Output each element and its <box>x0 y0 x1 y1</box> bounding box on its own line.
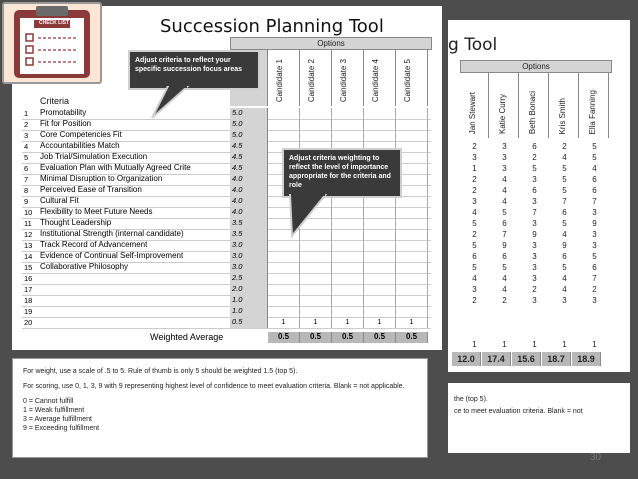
score-cell[interactable] <box>396 240 428 251</box>
back-score-cell: 3 <box>532 197 537 206</box>
criteria-weight[interactable]: 4.5 <box>230 163 268 174</box>
weighted-average-value: 0.5 <box>300 332 332 343</box>
back-candidate-header <box>520 73 549 138</box>
criteria-weight[interactable]: 3.5 <box>230 218 268 229</box>
back-score-cell: 3 <box>532 263 537 272</box>
criteria-weight[interactable]: 3.0 <box>230 262 268 273</box>
back-score-cell: 5 <box>562 164 567 173</box>
score-cell[interactable] <box>300 284 332 295</box>
score-cell[interactable]: 1 <box>364 317 396 328</box>
back-slide-title: g Tool <box>448 35 498 55</box>
criteria-weight[interactable]: 3.0 <box>230 251 268 262</box>
score-cell[interactable] <box>396 207 428 218</box>
back-score-cell: 1 <box>562 340 567 349</box>
criteria-weight[interactable]: 4.0 <box>230 207 268 218</box>
back-score-cell: 2 <box>592 285 597 294</box>
criteria-weight[interactable]: 2.5 <box>230 273 268 284</box>
row-number: 7 <box>24 175 29 184</box>
score-cell[interactable] <box>300 119 332 130</box>
back-score-cell: 5 <box>502 208 507 217</box>
back-score-cell: 3 <box>592 208 597 217</box>
callout-adjust-weighting-text: Adjust criteria weighting to reflect the level of importance appropriate for the criteria and role <box>289 155 391 189</box>
scale-item: 1 = Weak fulfillment <box>23 407 85 414</box>
score-cell[interactable] <box>332 262 364 273</box>
clipboard-icon <box>4 4 100 82</box>
candidate-header-label: Candidate 1 <box>275 58 284 102</box>
back-candidate-header <box>580 73 609 138</box>
weighted-average-value: 0.5 <box>332 332 364 343</box>
score-cell[interactable] <box>300 262 332 273</box>
back-score-cell: 6 <box>532 142 537 151</box>
back-score-cell: 6 <box>472 252 477 261</box>
criteria-weight[interactable]: 3.0 <box>230 240 268 251</box>
back-score-cell: 7 <box>592 197 597 206</box>
back-score-cell: 3 <box>562 296 567 305</box>
back-score-cell: 3 <box>532 219 537 228</box>
back-options-header: Options <box>460 60 612 73</box>
scale-item: 9 = Exceeding fulfillment <box>23 425 100 432</box>
back-total-cell: 12.0 <box>452 352 481 366</box>
score-cell[interactable] <box>332 218 364 229</box>
back-score-cell: 6 <box>502 219 507 228</box>
weighted-average-value: 0.5 <box>268 332 300 343</box>
back-total-cell: 15.6 <box>512 352 541 366</box>
scale-item: 0 = Cannot fulfill <box>23 398 74 405</box>
back-score-cell: 3 <box>532 296 537 305</box>
score-cell[interactable] <box>268 284 300 295</box>
score-cell[interactable] <box>396 295 428 306</box>
back-score-cell: 5 <box>532 164 537 173</box>
row-number: 19 <box>24 307 33 316</box>
back-total-cell: 17.4 <box>482 352 511 366</box>
criteria-label[interactable]: Evaluation Plan with Mutually Agreed Crite <box>40 163 191 172</box>
back-score-cell: 5 <box>592 142 597 151</box>
back-note-box <box>448 383 630 453</box>
scoring-instruction: For scoring, use 0, 1, 3, 9 with 9 representing highest level of confidence to meet evaluation criteria. Blank = not applicable. <box>23 383 405 390</box>
score-cell[interactable] <box>300 240 332 251</box>
score-cell[interactable] <box>364 284 396 295</box>
slide-number: 30 <box>590 452 602 463</box>
score-cell[interactable] <box>396 229 428 240</box>
row-number: 4 <box>24 142 29 151</box>
weight-instruction: For weight, use a scale of .5 to 5. Rule of thumb is only 5 should be weighted 1.5 (top 5). <box>23 368 298 375</box>
score-cell[interactable] <box>300 306 332 317</box>
back-score-cell: 5 <box>592 252 597 261</box>
back-candidate-label: Ella Fanning <box>588 89 597 134</box>
back-score-cell: 5 <box>472 241 477 250</box>
back-score-cell: 3 <box>472 197 477 206</box>
candidate-header <box>300 50 332 106</box>
score-cell[interactable] <box>396 119 428 130</box>
callout-1-pointer <box>150 86 190 120</box>
candidate-header-label: Candidate 5 <box>403 58 412 102</box>
row-number: 2 <box>24 120 29 129</box>
score-cell[interactable]: 1 <box>268 317 300 328</box>
back-candidate-header <box>490 73 519 138</box>
criteria-label[interactable]: Accountabilities Match <box>40 141 120 150</box>
back-score-cell: 2 <box>562 142 567 151</box>
score-cell[interactable] <box>364 306 396 317</box>
row-number: 6 <box>24 164 29 173</box>
back-score-cell: 3 <box>532 175 537 184</box>
criteria-label[interactable]: Collaborative Philosophy <box>40 262 129 271</box>
back-total-cell: 18.9 <box>572 352 601 366</box>
score-cell[interactable] <box>364 240 396 251</box>
row-number: 8 <box>24 186 29 195</box>
score-cell[interactable] <box>268 240 300 251</box>
back-score-cell: 6 <box>562 252 567 261</box>
criteria-weight[interactable]: 5.0 <box>230 108 268 119</box>
back-score-cell: 2 <box>472 230 477 239</box>
back-score-cell: 7 <box>562 197 567 206</box>
back-score-cell: 6 <box>532 186 537 195</box>
back-score-cell: 5 <box>592 153 597 162</box>
score-cell[interactable] <box>364 119 396 130</box>
back-candidate-label: Beth Bonaci <box>528 90 537 134</box>
back-score-cell: 1 <box>592 340 597 349</box>
score-cell[interactable] <box>300 295 332 306</box>
back-score-cell: 4 <box>562 153 567 162</box>
back-score-cell: 4 <box>472 208 477 217</box>
back-note-line-1: the (top 5). <box>454 396 488 403</box>
score-cell[interactable] <box>300 108 332 119</box>
back-score-cell: 4 <box>562 274 567 283</box>
back-score-cell: 1 <box>532 340 537 349</box>
back-score-cell: 1 <box>502 340 507 349</box>
back-score-cell: 7 <box>592 274 597 283</box>
score-cell[interactable] <box>300 273 332 284</box>
back-score-cell: 4 <box>502 285 507 294</box>
row-number: 12 <box>24 230 33 239</box>
back-score-cell: 5 <box>472 219 477 228</box>
back-score-cell: 9 <box>502 241 507 250</box>
back-score-cell: 2 <box>472 175 477 184</box>
back-score-cell: 3 <box>532 274 537 283</box>
criteria-label[interactable]: Thought Leadership <box>40 218 112 227</box>
callout-adjust-criteria-text: Adjust criteria to reflect your specific succession focus areas <box>135 57 242 73</box>
row-number: 5 <box>24 153 29 162</box>
back-score-cell: 5 <box>502 263 507 272</box>
score-cell[interactable] <box>332 240 364 251</box>
back-score-cell: 7 <box>502 230 507 239</box>
score-cell[interactable] <box>364 262 396 273</box>
back-score-cell: 3 <box>502 142 507 151</box>
criteria-label[interactable]: Fit for Position <box>40 119 92 128</box>
callout-2-pointer <box>286 194 330 238</box>
callout-adjust-weighting <box>282 148 402 198</box>
score-cell[interactable] <box>396 273 428 284</box>
row-number: 3 <box>24 131 29 140</box>
back-score-cell: 4 <box>562 230 567 239</box>
score-cell[interactable] <box>364 108 396 119</box>
criteria-label[interactable]: Track Record of Advancement <box>40 240 148 249</box>
criteria-weight[interactable]: 5.0 <box>230 130 268 141</box>
score-cell[interactable] <box>332 130 364 141</box>
back-candidate-label: Jan Stewart <box>468 91 477 134</box>
criteria-weight[interactable]: 4.5 <box>230 141 268 152</box>
back-score-cell: 6 <box>592 263 597 272</box>
back-candidate-header <box>460 73 489 138</box>
score-cell[interactable]: 1 <box>396 317 428 328</box>
score-cell[interactable] <box>364 273 396 284</box>
score-cell[interactable] <box>396 108 428 119</box>
back-total-cell: 18.7 <box>542 352 571 366</box>
criteria-weight[interactable]: 2.0 <box>230 284 268 295</box>
back-score-cell: 4 <box>502 274 507 283</box>
back-score-cell: 2 <box>532 285 537 294</box>
score-cell[interactable] <box>364 218 396 229</box>
criteria-label[interactable]: Promotability <box>40 108 87 117</box>
row-number: 16 <box>24 274 33 283</box>
weighted-average-value: 0.5 <box>364 332 396 343</box>
criteria-label[interactable]: Minimal Disruption to Organization <box>40 174 163 183</box>
candidate-header <box>332 50 364 106</box>
score-cell[interactable] <box>396 251 428 262</box>
criteria-weight[interactable]: 4.0 <box>230 196 268 207</box>
back-score-cell: 9 <box>532 230 537 239</box>
back-score-cell: 6 <box>592 175 597 184</box>
back-score-cell: 4 <box>592 164 597 173</box>
score-cell[interactable]: 1 <box>300 317 332 328</box>
back-candidate-header <box>550 73 579 138</box>
checklist-icon <box>2 2 102 84</box>
weighted-average-row <box>150 332 432 343</box>
back-score-cell: 3 <box>532 241 537 250</box>
back-score-cell: 3 <box>472 153 477 162</box>
score-cell[interactable] <box>268 273 300 284</box>
score-cell[interactable]: 1 <box>332 317 364 328</box>
back-score-cell: 5 <box>562 186 567 195</box>
back-score-cell: 3 <box>502 153 507 162</box>
score-cell[interactable] <box>268 108 300 119</box>
score-cell[interactable] <box>396 262 428 273</box>
score-cell[interactable] <box>332 295 364 306</box>
back-score-cell: 3 <box>472 285 477 294</box>
criteria-weight[interactable]: 3.5 <box>230 229 268 240</box>
scale-item: 3 = Average fulfillment <box>23 416 92 423</box>
back-score-cell: 9 <box>562 241 567 250</box>
back-score-cell: 4 <box>562 285 567 294</box>
back-score-cell: 2 <box>502 296 507 305</box>
criteria-label[interactable]: Job Trial/Simulation Execution <box>40 152 148 161</box>
back-score-cell: 5 <box>472 263 477 272</box>
score-cell[interactable] <box>364 207 396 218</box>
back-score-cell: 4 <box>502 186 507 195</box>
score-cell[interactable] <box>300 130 332 141</box>
back-score-cell: 2 <box>532 153 537 162</box>
row-number: 11 <box>24 219 32 228</box>
score-cell[interactable] <box>396 306 428 317</box>
criteria-weight[interactable]: 0.5 <box>230 317 268 328</box>
score-cell[interactable] <box>364 130 396 141</box>
row-number: 9 <box>24 197 29 206</box>
callout-adjust-criteria <box>128 50 260 90</box>
score-cell[interactable] <box>332 251 364 262</box>
back-score-cell: 2 <box>472 142 477 151</box>
score-cell[interactable] <box>332 273 364 284</box>
score-cell[interactable] <box>396 218 428 229</box>
back-score-cell: 4 <box>472 274 477 283</box>
back-candidate-label: Kris Smith <box>558 97 567 134</box>
candidate-header <box>396 50 428 106</box>
criteria-label[interactable]: Evidence of Continual Self-Improvement <box>40 251 184 260</box>
row-number: 20 <box>24 318 33 327</box>
score-cell[interactable] <box>268 306 300 317</box>
back-note-line-2: ce to meet evaluation criteria. Blank = not <box>454 408 583 415</box>
back-score-cell: 1 <box>472 340 477 349</box>
back-score-cell: 6 <box>592 186 597 195</box>
checklist-label: CHECK LIST <box>39 20 69 26</box>
score-cell[interactable] <box>332 119 364 130</box>
row-number: 13 <box>24 241 33 250</box>
back-score-cell: 3 <box>592 296 597 305</box>
score-cell[interactable] <box>300 251 332 262</box>
score-cell[interactable] <box>396 130 428 141</box>
back-score-cell: 5 <box>562 219 567 228</box>
score-cell[interactable] <box>268 130 300 141</box>
criteria-header: Criteria <box>40 96 70 106</box>
score-cell[interactable] <box>268 119 300 130</box>
back-score-cell: 2 <box>472 186 477 195</box>
back-score-cell: 6 <box>562 208 567 217</box>
score-cell[interactable] <box>332 229 364 240</box>
score-cell[interactable] <box>364 229 396 240</box>
row-number: 1 <box>24 109 29 118</box>
score-cell[interactable] <box>268 295 300 306</box>
criteria-label[interactable]: Institutional Strength (internal candidate) <box>40 229 184 238</box>
back-score-cell: 9 <box>592 219 597 228</box>
score-cell[interactable] <box>364 295 396 306</box>
criteria-label[interactable]: Cultural Fit <box>40 196 79 205</box>
options-header: Options <box>230 37 432 50</box>
criteria-weight[interactable]: 5.0 <box>230 119 268 130</box>
candidate-header-label: Candidate 2 <box>307 58 316 102</box>
score-cell[interactable] <box>396 284 428 295</box>
back-score-cell: 5 <box>562 263 567 272</box>
criteria-weight[interactable]: 4.0 <box>230 185 268 196</box>
score-cell[interactable] <box>332 207 364 218</box>
candidate-header-label: Candidate 4 <box>371 58 380 102</box>
criteria-label[interactable]: Flexibility to Meet Future Needs <box>40 207 153 216</box>
criteria-weight[interactable]: 4.5 <box>230 152 268 163</box>
score-cell[interactable] <box>332 284 364 295</box>
back-score-cell: 2 <box>472 296 477 305</box>
back-score-cell: 6 <box>502 252 507 261</box>
candidate-header-label: Candidate 3 <box>339 58 348 102</box>
criteria-weight[interactable]: 4.0 <box>230 174 268 185</box>
back-score-cell: 3 <box>532 252 537 261</box>
back-score-cell: 4 <box>502 197 507 206</box>
back-candidate-label: Katie Curry <box>498 93 507 134</box>
criteria-weight[interactable]: 1.0 <box>230 306 268 317</box>
criteria-label[interactable]: Core Competencies Fit <box>40 130 122 139</box>
weighted-average-label: Weighted Average <box>150 332 224 342</box>
candidate-header <box>268 50 300 106</box>
page-title: Succession Planning Tool <box>160 16 384 37</box>
weighted-average-value: 0.5 <box>396 332 428 343</box>
back-score-cell: 1 <box>472 164 477 173</box>
score-cell[interactable] <box>268 251 300 262</box>
instructions-box <box>12 358 428 458</box>
back-score-cell: 3 <box>592 230 597 239</box>
criteria-label[interactable]: Perceived Ease of Transition <box>40 185 142 194</box>
back-score-cell: 3 <box>502 164 507 173</box>
row-number: 10 <box>24 208 33 217</box>
row-number: 17 <box>24 285 33 294</box>
score-cell[interactable] <box>332 306 364 317</box>
back-score-cell: 3 <box>592 241 597 250</box>
score-cell[interactable] <box>332 108 364 119</box>
criteria-row <box>22 317 431 329</box>
row-number: 18 <box>24 296 33 305</box>
row-number: 14 <box>24 252 33 261</box>
back-score-cell: 4 <box>502 175 507 184</box>
back-score-cell: 7 <box>532 208 537 217</box>
back-score-cell: 5 <box>562 175 567 184</box>
row-number: 15 <box>24 263 33 272</box>
candidate-header <box>364 50 396 106</box>
criteria-weight[interactable]: 1.0 <box>230 295 268 306</box>
score-cell[interactable] <box>364 251 396 262</box>
score-cell[interactable] <box>268 262 300 273</box>
